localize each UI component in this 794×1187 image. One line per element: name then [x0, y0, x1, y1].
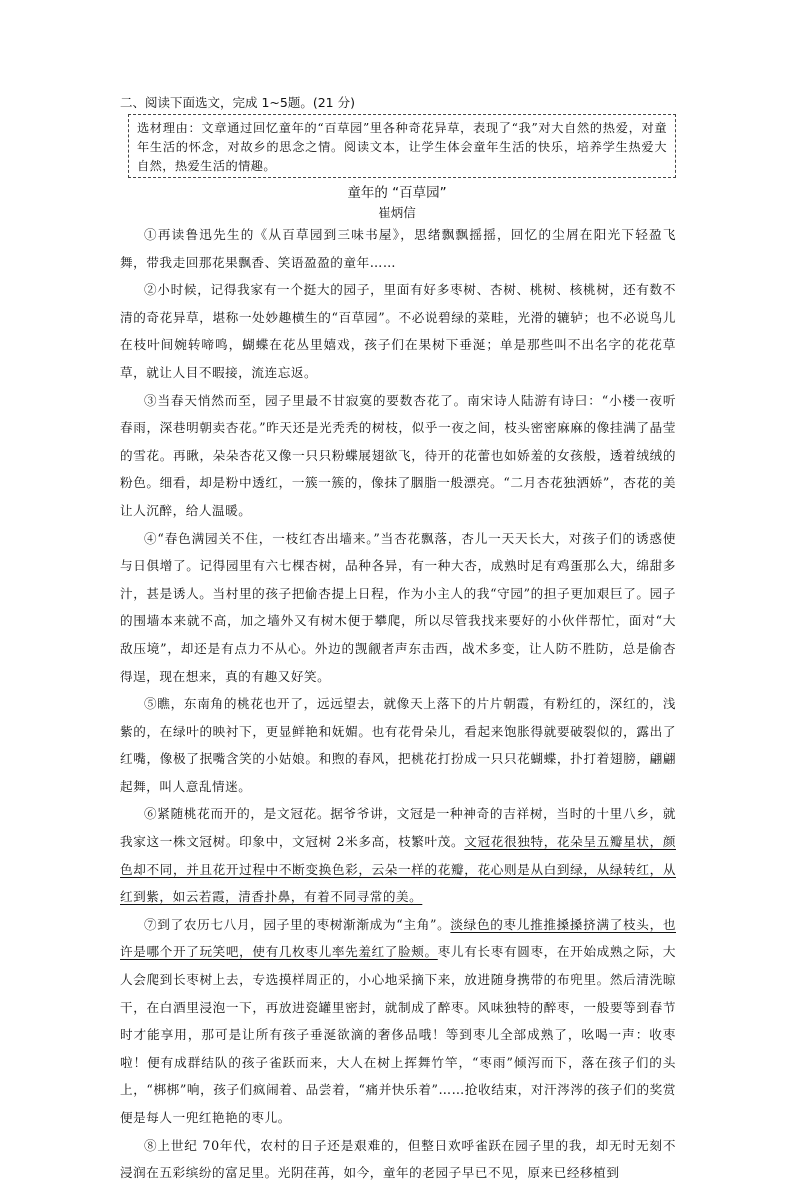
selection-reason-text: 选材理由：文章通过回忆童年的“百草园”里各种奇花异草，表现了“我”对大自然的热爱，对童年生活的怀念，对故乡的思念之情。阅读文本，让学生体会童年生活的快乐，培养学生热爱大自然，热爱生活的情趣。 [137, 121, 667, 173]
paragraph-8: ⑧上世纪 70年代，农村的日子还是艰难的，但整日欢呼雀跃在园子里的我，却无时无刻不浸润在五彩缤纷的富足里。光阴荏苒，如今，童年的老园子早已不见，原来已经移植到 [120, 1137, 676, 1181]
paragraph-5: ⑤瞧，东南角的桃花也开了，远远望去，就像天上落下的片片朝霞，有粉红的，深红的，浅紫的，在绿叶的映衬下，更显鲜艳和妩媚。也有花骨朵儿，看起来饱胀得就要破裂似的，露出了红嘴，像极了抿嘴含笑的小姑娘。和煦的春风，把桃花打扮成一只只花蝴蝶，扑打着翅膀，翩翩起舞，叫人意乱情迷。 [120, 696, 676, 794]
paragraph-3: ③当春天悄然而至，园子里最不甘寂寞的要数杏花了。南宋诗人陆游有诗曰：“小楼一夜听春雨，深巷明朝卖杏花。”昨天还是光秃秃的树枝，似乎一夜之间，枝头密密麻麻的像挂满了晶莹的雪花。再瞅，朵朵杏花又像一只只粉蝶展翅欲飞，待开的花蕾也如娇羞的女孩般，透着绒绒的粉色。细看，却是粉中透红，一簇一簇的，像抹了胭脂一般漂亮。“二月杏花独洒娇”，杏花的美让人沉醉，给人温暖。 [120, 392, 676, 518]
paragraph-7 [120, 911, 676, 1132]
paragraph-7-text: ⑦到了农历七八月，园子里的枣树渐渐成为“主角”。 [144, 916, 451, 932]
paragraph-4: ④“春色满园关不住，一枝红杏出墙来。”当杏花飘落，杏儿一天天长大，对孩子们的诱惑使与日俱增了。记得园里有六七棵杏树，品种各异，有一种大杏，成熟时足有鸡蛋那么大，绵甜多汁，甚是诱人。当村里的孩子把偷杏提上日程，作为小主人的我“守园”的担子更加艰巨了。园子的围墙本来就不高，加之墙外又有树木便于攀爬，所以尽管我找来要好的小伙伴帮忙，面对“大敌压境”，却还是有点力不从心。外边的觊觎者声东击西，战术多变，让人防不胜防，总是偷杏得逞，现在想来，真的有趣又好笑。 [120, 530, 676, 684]
paragraph-2: ②小时候，记得我家有一个挺大的园子，里面有好多枣树、杏树、桃树、核桃树，还有数不清的奇花异草，堪称一处妙趣横生的“百草园”。不必说碧绿的菜畦，光滑的辘轳；也不必说鸟儿在枝叶间婉转啼鸣，蝴蝶在花丛里嬉戏，孩子们在果树下垂涎；单是那些叫不出名字的花花草草，就让人目不暇接，流连忘返。 [120, 282, 676, 380]
paragraph-1: ①再读鲁迅先生的《从百草园到三味书屋》，思绪飘飘摇摇，回忆的尘屑在阳光下轻盈飞舞，带我走回那花果飘香、笑语盈盈的童年…… [120, 227, 676, 270]
paragraph-6-text: ⑥紧随桃花而开的，是文冠花。据爷爷讲，文冠是一种神奇的吉祥树，当时的十里八乡，就我家这一株文冠树。印象中，文冠树 2米多高，枝繁叶茂。 [120, 806, 676, 850]
paragraph-6 [120, 800, 676, 910]
paragraph-6-underlined-sentence: 文冠花很独特，花朵呈五瓣星状，颜色却不同，并且花开过程中不断变换色彩，云朵一样的花瓣，花心则是从白到绿，从绿转红，从红到紫，如云若霞，清香扑鼻，有着不同寻常的美。 [120, 834, 676, 905]
section-heading: 二、阅读下面选文，完成 1~5题。(21 分) [120, 95, 355, 110]
selection-reason-box [128, 114, 676, 178]
paragraph-7-tail: 枣儿有长枣有圆枣，在开始成熟之际，大人会爬到长枣树上去，专选摸样周正的，小心地采摘下来，放进随身携带的布兜里。然后清洗晾干，在白酒里浸泡一下，再放进瓷罐里密封，就制成了醉枣。风味独特的醉枣，一般要等到春节时才能享用，那可是让所有孩子垂涎欲滴的奢侈品哦！等到枣儿全部成熟了，吆喝一声：收枣啦！便有成群结队的孩子雀跃而来，大人在树上挥舞竹竿，“枣雨”倾泻而下，落在孩子们的头上，“梆梆”响，孩子们疯闹着、品尝着，“痛并快乐着”……抢收结束，对汗涔涔的孩子们的奖赏便是每人一兜红艳艳的枣儿。 [120, 944, 676, 1125]
article-author: 崔炳信 [378, 205, 416, 220]
article-body [120, 221, 676, 1187]
paragraph-7-underlined-sentence: 淡绿色的枣儿推推搡搡挤满了枝头，也许是哪个开了玩笑吧，使有几枚枣儿率先羞红了脸颊。 [120, 916, 676, 960]
article-title: 童年的 “百草园” [347, 185, 447, 201]
